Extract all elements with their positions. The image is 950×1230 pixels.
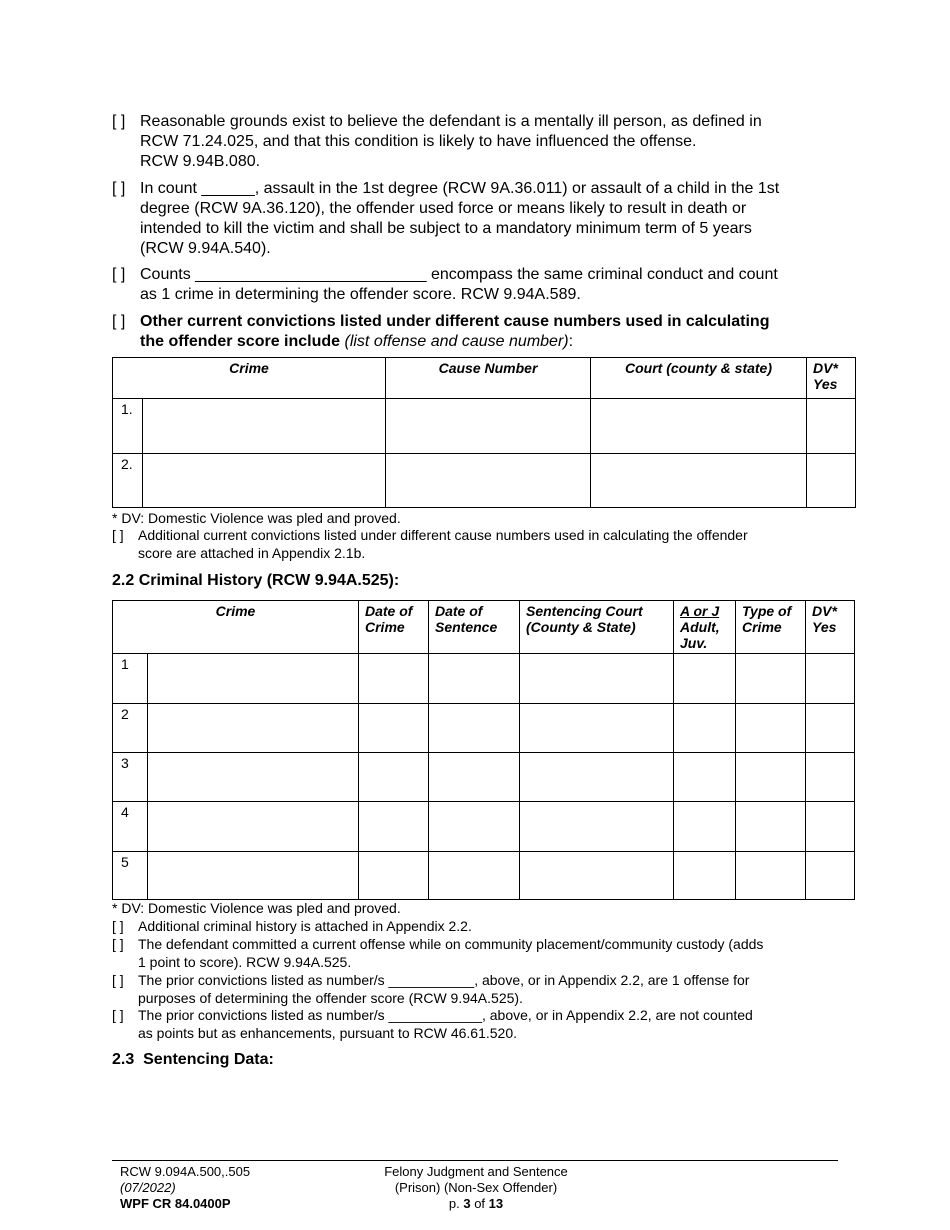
same-offense-checkbox[interactable]: [ ] <box>112 972 124 988</box>
paragraph-line: The prior convictions listed as number/s ___________, above, or in Appendix 2.2, are 1 offense for <box>138 972 750 988</box>
section-2-3-heading: 2.3 Sentencing Data: <box>112 1051 274 1068</box>
table-row <box>113 852 855 900</box>
crime-header: Crime <box>113 358 386 399</box>
enhancements-item <box>112 1006 842 1042</box>
row-number: 5 <box>113 852 148 900</box>
dv-note: * DV: Domestic Violence was pled and proved. <box>112 510 401 526</box>
sentencing-court-cell[interactable] <box>520 802 674 852</box>
appendix-2-2-item <box>112 917 842 935</box>
type-of-crime-cell[interactable] <box>736 654 806 704</box>
paragraph-line: Additional criminal history is attached in Appendix 2.2. <box>138 918 472 934</box>
dv-cell[interactable] <box>806 654 855 704</box>
adult-juvenile-title: A or J <box>680 603 720 619</box>
paragraph-line: purposes of determining the offender score (RCW 9.94A.525). <box>138 990 523 1006</box>
paragraph-line: as 1 crime in determining the offender score. RCW 9.94A.589. <box>140 286 581 303</box>
sentencing-court-cell[interactable] <box>520 704 674 753</box>
other-convictions-paragraph <box>112 312 842 352</box>
dv-cell[interactable] <box>807 399 856 454</box>
table-row <box>113 704 855 753</box>
appendix-2-1b-checkbox[interactable]: [ ] <box>112 527 124 543</box>
paragraph-line: (RCW 9.94A.540). <box>140 240 271 257</box>
type-of-crime-header: Type of Crime <box>736 601 806 654</box>
paragraph-line: Counts __________________________ encompass the same criminal conduct and count <box>140 266 778 283</box>
same-conduct-checkbox[interactable]: [ ] <box>112 266 126 283</box>
date-of-crime-cell[interactable] <box>359 704 429 753</box>
cause-number-header: Cause Number <box>386 358 591 399</box>
adult-juvenile-cell[interactable] <box>674 802 736 852</box>
assault-checkbox[interactable]: [ ] <box>112 180 126 197</box>
date-of-crime-cell[interactable] <box>359 753 429 802</box>
same-conduct-paragraph <box>112 265 842 305</box>
dv-cell[interactable] <box>806 704 855 753</box>
crime-cell[interactable] <box>143 454 386 508</box>
paragraph-line: The defendant committed a current offense while on community placement/community custody (adds <box>138 936 764 952</box>
dv-cell[interactable] <box>806 852 855 900</box>
crime-cell[interactable] <box>148 704 359 753</box>
date-of-sentence-cell[interactable] <box>429 654 520 704</box>
community-custody-item <box>112 935 842 971</box>
court-cell[interactable] <box>591 399 807 454</box>
sentencing-court-cell[interactable] <box>520 852 674 900</box>
adult-juvenile-header <box>674 601 736 654</box>
dv-cell[interactable] <box>806 802 855 852</box>
adult-juvenile-cell[interactable] <box>674 753 736 802</box>
same-offense-item <box>112 971 842 1007</box>
paragraph-line: The prior convictions listed as number/s ____________, above, or in Appendix 2.2, are not counted <box>138 1007 753 1023</box>
paragraph-line: In count ______, assault in the 1st degree (RCW 9A.36.011) or assault of a child in the 1st <box>140 180 780 197</box>
type-of-crime-cell[interactable] <box>736 704 806 753</box>
adult-juvenile-cell[interactable] <box>674 654 736 704</box>
section-2-2-heading: 2.2 Criminal History (RCW 9.94A.525): <box>112 572 400 589</box>
appendix-2-2-checkbox[interactable]: [ ] <box>112 918 124 934</box>
row-number: 4 <box>113 802 148 852</box>
row-number: 2 <box>113 704 148 753</box>
type-of-crime-cell[interactable] <box>736 852 806 900</box>
crime-cell[interactable] <box>148 852 359 900</box>
row-number: 3 <box>113 753 148 802</box>
court-cell[interactable] <box>591 454 807 508</box>
paragraph-line: Additional current convictions listed under different cause numbers used in calculating the offender <box>138 527 748 543</box>
footer-form-id: WPF CR 84.0400P <box>120 1196 231 1211</box>
paragraph-line: Reasonable grounds exist to believe the defendant is a mentally ill person, as defined in <box>140 113 762 130</box>
table-row <box>113 454 856 508</box>
date-of-sentence-cell[interactable] <box>429 852 520 900</box>
date-of-crime-header: Date of Crime <box>359 601 429 654</box>
table-row <box>113 399 856 454</box>
table-row <box>113 654 855 704</box>
crime-cell[interactable] <box>148 654 359 704</box>
sentencing-court-cell[interactable] <box>520 753 674 802</box>
date-of-crime-cell[interactable] <box>359 852 429 900</box>
type-of-crime-cell[interactable] <box>736 753 806 802</box>
row-number: 2. <box>113 454 143 508</box>
date-of-sentence-cell[interactable] <box>429 704 520 753</box>
mental-illness-checkbox[interactable]: [ ] <box>112 113 126 130</box>
dv-note: * DV: Domestic Violence was pled and proved. <box>112 900 401 916</box>
dv-cell[interactable] <box>807 454 856 508</box>
footer-page-number: p. 3 of 13 <box>448 1196 504 1211</box>
sentencing-court-cell[interactable] <box>520 654 674 704</box>
adult-juvenile-cell[interactable] <box>674 852 736 900</box>
adult-juvenile-cell[interactable] <box>674 704 736 753</box>
appendix-2-1b-item <box>112 526 842 562</box>
adult-juvenile-subtitle: Adult, Juv. <box>680 619 720 651</box>
dv-cell[interactable] <box>806 753 855 802</box>
sentencing-court-header: Sentencing Court (County & State) <box>520 601 674 654</box>
community-custody-checkbox[interactable]: [ ] <box>112 936 124 952</box>
paragraph-line: Other current convictions listed under different cause numbers used in calculating <box>140 313 770 330</box>
type-of-crime-cell[interactable] <box>736 802 806 852</box>
row-number: 1 <box>113 654 148 704</box>
crime-header: Crime <box>113 601 359 654</box>
dv-header: DV* Yes <box>807 358 856 399</box>
cause-cell[interactable] <box>386 399 591 454</box>
paragraph-line: 1 point to score). RCW 9.94A.525. <box>138 954 352 970</box>
criminal-history-table <box>112 600 855 900</box>
court-header: Court (county & state) <box>591 358 807 399</box>
mental-illness-paragraph <box>112 112 842 172</box>
paragraph-line: the offender score include (list offense and cause number): <box>140 333 574 350</box>
cause-cell[interactable] <box>386 454 591 508</box>
footer-title-line1: Felony Judgment and Sentence <box>384 1164 568 1179</box>
date-of-crime-cell[interactable] <box>359 654 429 704</box>
paragraph-line: RCW 71.24.025, and that this condition is likely to have influenced the offense. <box>140 133 697 150</box>
date-of-sentence-header: Date of Sentence <box>429 601 520 654</box>
footer-divider <box>112 1160 838 1161</box>
date-of-crime-cell[interactable] <box>359 802 429 852</box>
paragraph-line: score are attached in Appendix 2.1b. <box>138 545 366 561</box>
table-row <box>113 802 855 852</box>
assault-paragraph <box>112 179 842 259</box>
crime-cell[interactable] <box>148 753 359 802</box>
dv-header: DV* Yes <box>806 601 855 654</box>
paragraph-line: intended to kill the victim and shall be subject to a mandatory minimum term of 5 years <box>140 220 752 237</box>
paragraph-line: degree (RCW 9A.36.120), the offender used force or means likely to result in death or <box>140 200 747 217</box>
other-convictions-checkbox[interactable]: [ ] <box>112 313 126 330</box>
paragraph-line: RCW 9.94B.080. <box>140 153 261 170</box>
enhancements-checkbox[interactable]: [ ] <box>112 1007 124 1023</box>
paragraph-line: as points but as enhancements, pursuant to RCW 46.61.520. <box>138 1025 518 1041</box>
footer-rcw: RCW 9.094A.500,.505 <box>120 1164 251 1179</box>
footer-date: (07/2022) <box>120 1180 176 1195</box>
crime-cell[interactable] <box>148 802 359 852</box>
crime-cell[interactable] <box>143 399 386 454</box>
date-of-sentence-cell[interactable] <box>429 802 520 852</box>
table-row <box>113 753 855 802</box>
current-convictions-table <box>112 357 856 508</box>
footer-title-line2: (Prison) (Non-Sex Offender) <box>394 1180 558 1195</box>
row-number: 1. <box>113 399 143 454</box>
date-of-sentence-cell[interactable] <box>429 753 520 802</box>
